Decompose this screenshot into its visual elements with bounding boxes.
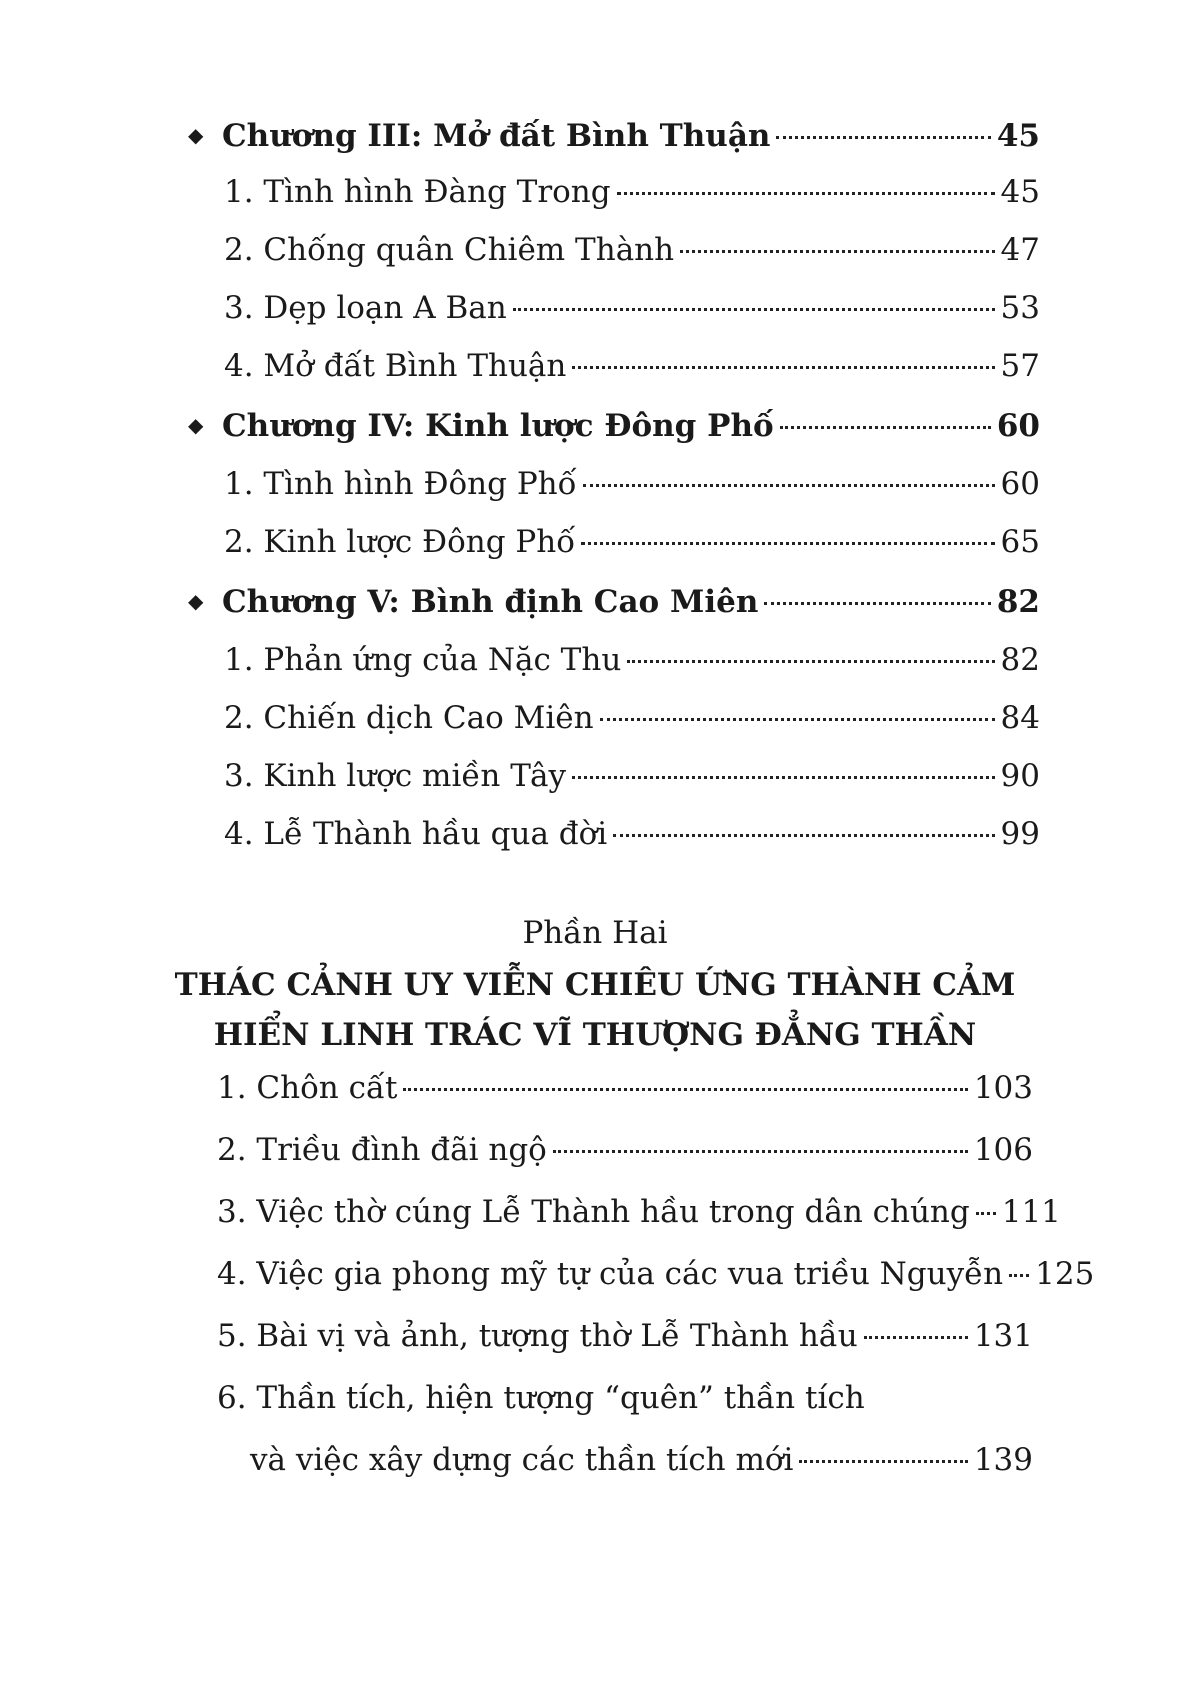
- dot-leader: [1009, 1274, 1029, 1277]
- item-title: 4. Mở đất Bình Thuận: [224, 348, 567, 384]
- dot-leader: [583, 484, 995, 487]
- toc-chapter-3[interactable]: [188, 116, 1040, 159]
- toc-item-6-line-1[interactable]: 6. Thần tích, hiện tượng “quên” thần tích: [217, 1380, 865, 1416]
- item-title: 1. Tình hình Đàng Trong: [224, 174, 611, 210]
- dot-leader: [572, 776, 995, 779]
- page-number: 45: [1000, 174, 1040, 210]
- dot-leader: [553, 1150, 968, 1153]
- chapter-title: Chương V: Bình định Cao Miên: [222, 584, 759, 620]
- toc-item[interactable]: [217, 1068, 1033, 1108]
- toc-item[interactable]: [224, 522, 1040, 562]
- page-number: 65: [1000, 524, 1040, 560]
- dot-leader: [976, 1212, 996, 1215]
- page-number: 82: [996, 584, 1040, 620]
- item-title: 1. Chôn cất: [217, 1070, 398, 1106]
- item-title: 1. Tình hình Đông Phố: [224, 466, 577, 502]
- page-number: 106: [973, 1132, 1033, 1168]
- toc-item[interactable]: [224, 698, 1040, 738]
- page-number: 84: [1000, 700, 1040, 736]
- page-number: 60: [996, 408, 1040, 444]
- dot-leader: [799, 1460, 967, 1463]
- dot-leader: [513, 308, 995, 311]
- dot-leader: [613, 834, 994, 837]
- diamond-bullet-icon: ◆: [188, 123, 204, 147]
- toc-item-6-line-2[interactable]: [250, 1440, 1033, 1480]
- item-title: 2. Chống quân Chiêm Thành: [224, 232, 675, 268]
- dot-leader: [764, 602, 991, 605]
- toc-item[interactable]: [224, 464, 1040, 504]
- page-number: 57: [1000, 348, 1040, 384]
- part-two-title-line-1: THÁC CẢNH UY VIỄN CHIÊU ỨNG THÀNH CẢM: [174, 967, 1016, 1003]
- page-number: 103: [973, 1070, 1033, 1106]
- toc-chapter-4[interactable]: [188, 406, 1040, 449]
- item-title: 3. Việc thờ cúng Lễ Thành hầu trong dân chúng: [217, 1194, 970, 1230]
- chapter-title: Chương IV: Kinh lược Đông Phố: [222, 408, 774, 444]
- dot-leader: [680, 250, 994, 253]
- diamond-bullet-icon: ◆: [188, 589, 204, 613]
- item-title: 3. Kinh lược miền Tây: [224, 758, 567, 794]
- page-number: 139: [973, 1442, 1033, 1478]
- dot-leader: [600, 718, 995, 721]
- page-number: 47: [1000, 232, 1040, 268]
- part-two-label: Phần Hai: [522, 915, 668, 951]
- page-number: 99: [1000, 816, 1040, 852]
- item-title: 4. Lễ Thành hầu qua đời: [224, 816, 608, 852]
- dot-leader: [864, 1336, 968, 1339]
- dot-leader: [581, 542, 994, 545]
- page-number: 53: [1000, 290, 1040, 326]
- toc-item[interactable]: [217, 1192, 1061, 1232]
- toc-item[interactable]: [224, 288, 1040, 328]
- chapter-title: Chương III: Mở đất Bình Thuận: [222, 118, 771, 154]
- item-title: 1. Phản ứng của Nặc Thu: [224, 642, 622, 678]
- toc-chapter-5[interactable]: [188, 582, 1040, 625]
- dot-leader: [403, 1088, 967, 1091]
- page-number: 125: [1035, 1256, 1095, 1292]
- toc-item[interactable]: [217, 1130, 1033, 1170]
- dot-leader: [572, 366, 994, 369]
- item-title: 3. Dẹp loạn A Ban: [224, 290, 507, 326]
- item-title: 2. Triều đình đãi ngộ: [217, 1132, 547, 1168]
- item-title: 2. Chiến dịch Cao Miên: [224, 700, 594, 736]
- dot-leader: [627, 660, 994, 663]
- item-title: và việc xây dựng các thần tích mới: [250, 1442, 794, 1478]
- toc-item[interactable]: [224, 814, 1040, 854]
- dot-leader: [776, 136, 990, 139]
- toc-item[interactable]: [217, 1254, 1095, 1294]
- part-two-title: [0, 960, 1190, 1060]
- page-number: 111: [1001, 1194, 1061, 1230]
- dot-leader: [780, 426, 991, 429]
- dot-leader: [617, 192, 995, 195]
- page-number: 60: [1000, 466, 1040, 502]
- toc-item[interactable]: [224, 346, 1040, 386]
- item-title: 5. Bài vị và ảnh, tượng thờ Lễ Thành hầu: [217, 1318, 858, 1354]
- toc-item[interactable]: [224, 172, 1040, 212]
- toc-item[interactable]: [224, 640, 1040, 680]
- part-two-title-line-2: HIỂN LINH TRÁC VĨ THƯỢNG ĐẲNG THẦN: [213, 1017, 977, 1053]
- page-number: 131: [973, 1318, 1033, 1354]
- toc-item[interactable]: [217, 1316, 1033, 1356]
- page-number: 45: [996, 118, 1040, 154]
- page-number: 82: [1000, 642, 1040, 678]
- page-number: 90: [1000, 758, 1040, 794]
- toc-item[interactable]: [224, 230, 1040, 270]
- item-title: 4. Việc gia phong mỹ tự của các vua triều Nguyễn: [217, 1256, 1004, 1292]
- toc-item[interactable]: [224, 756, 1040, 796]
- item-title: 2. Kinh lược Đông Phố: [224, 524, 576, 560]
- diamond-bullet-icon: ◆: [188, 413, 204, 437]
